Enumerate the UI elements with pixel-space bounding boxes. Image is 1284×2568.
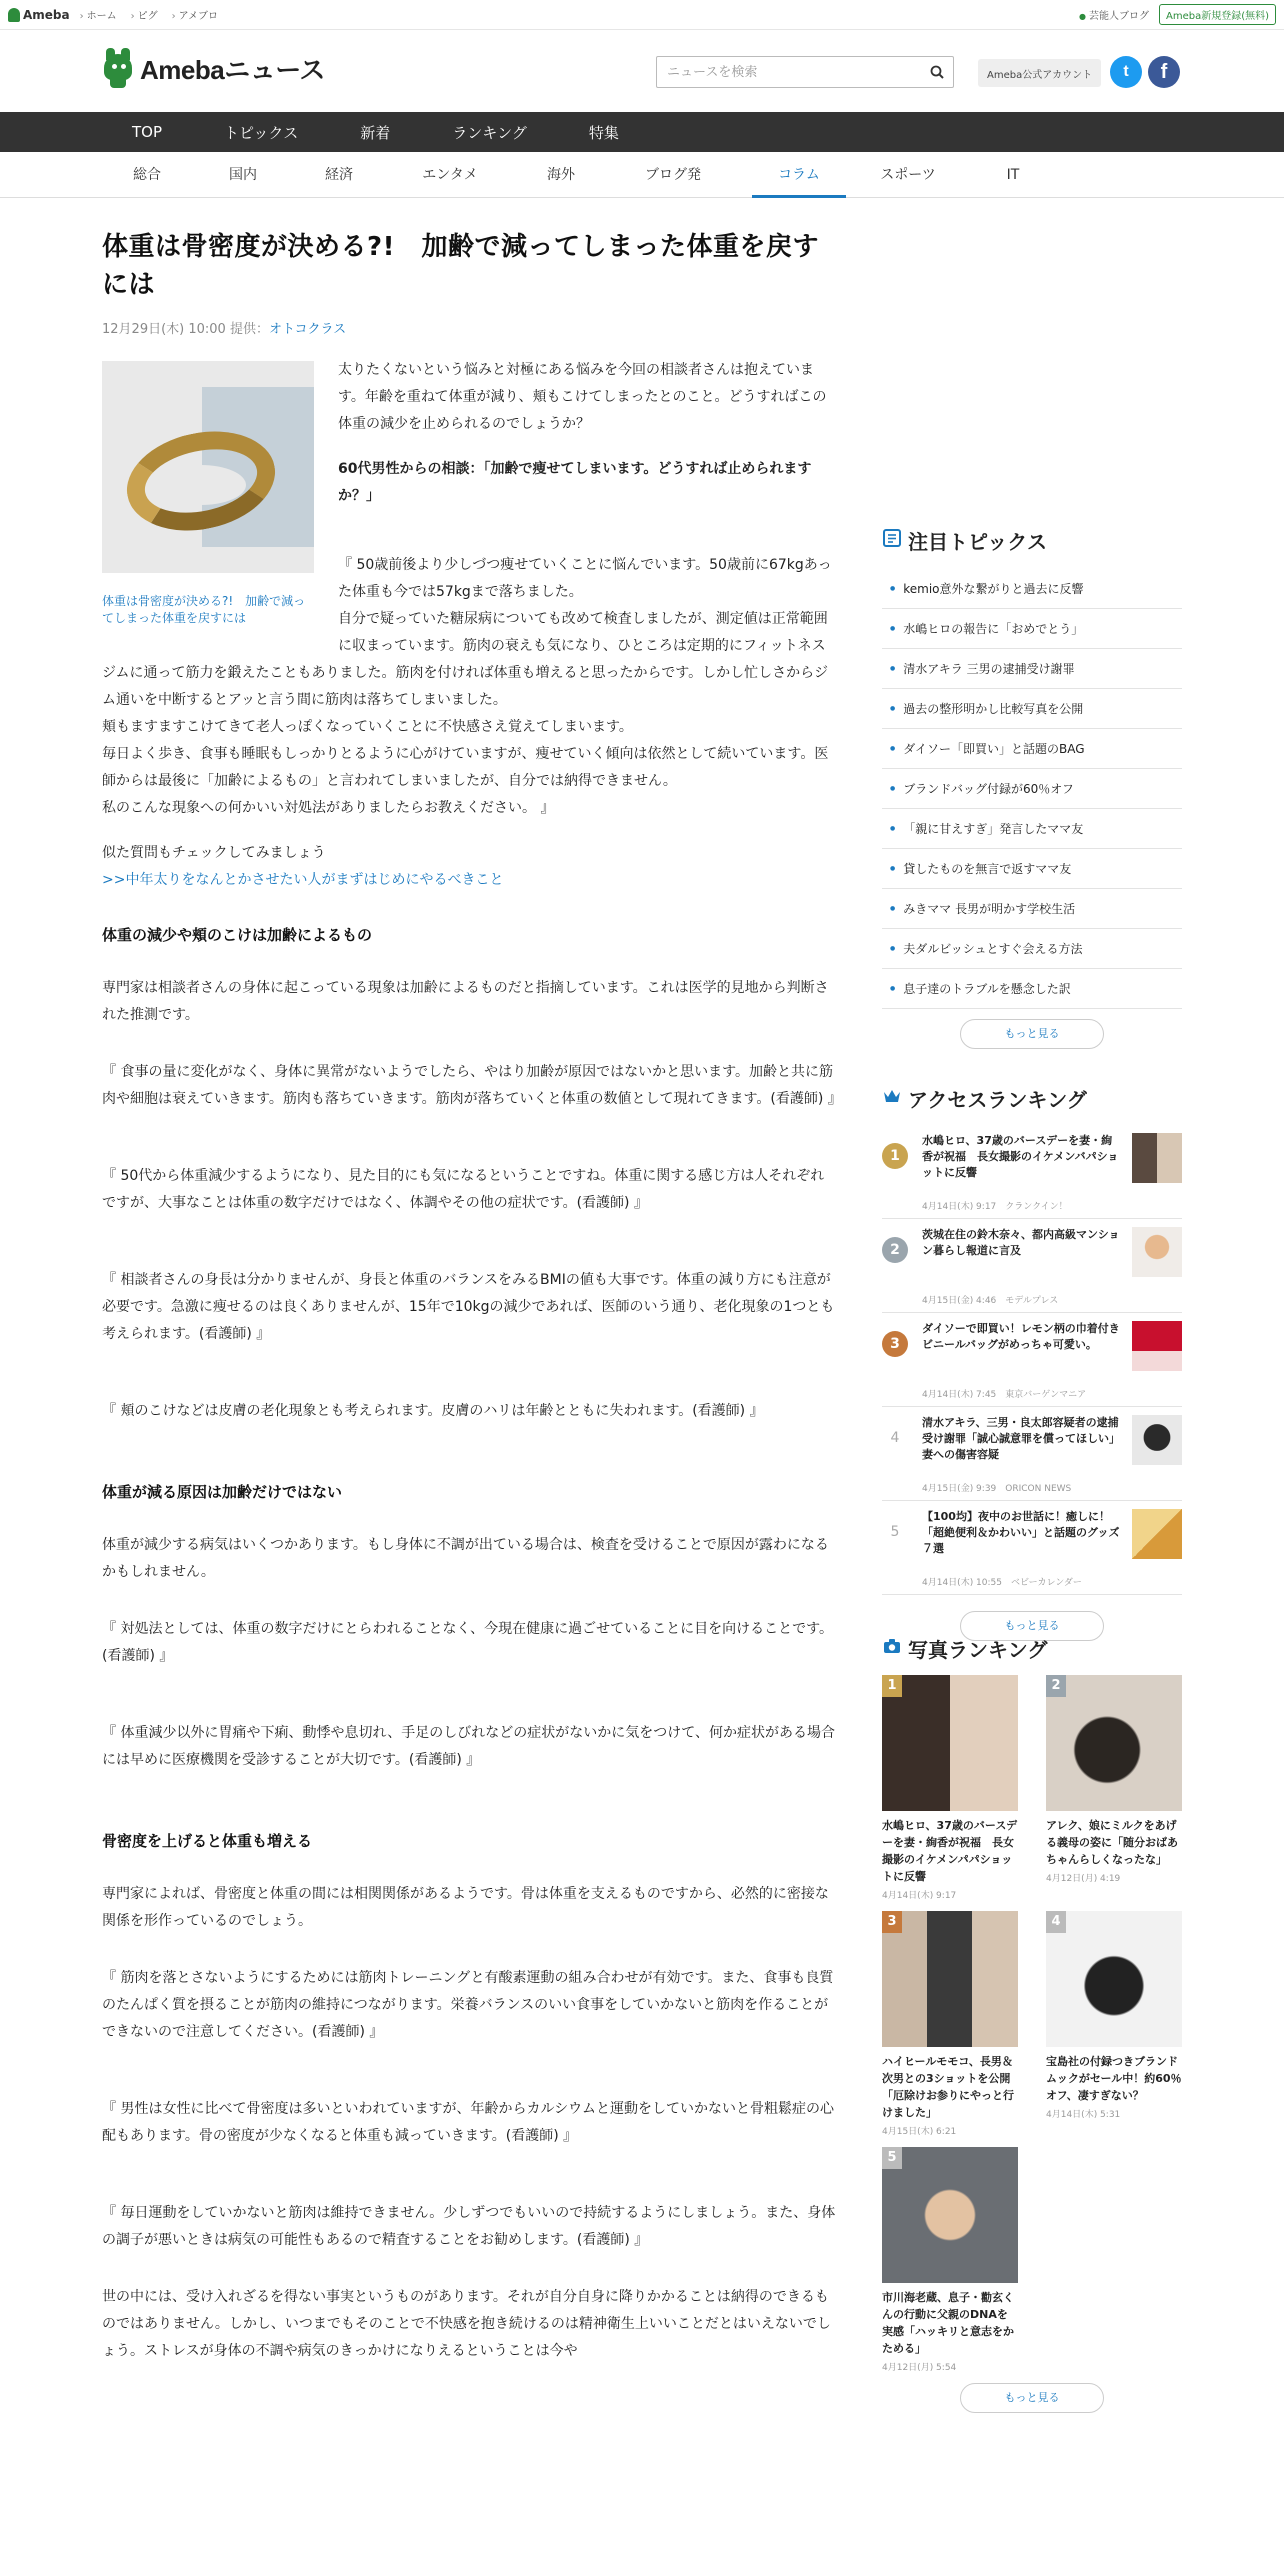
nav-new[interactable]: 新着: [360, 123, 391, 142]
twitter-icon[interactable]: t: [1110, 56, 1142, 88]
nav-topics[interactable]: トピックス: [224, 123, 299, 142]
photo-date: 4月14日(木) 9:17: [882, 1891, 957, 1901]
photo-ranking-item[interactable]: [1046, 1911, 1182, 2137]
rank-number: 3: [882, 1331, 908, 1357]
photo-rank-number: 5: [882, 2147, 902, 2169]
nav-top[interactable]: TOP: [132, 123, 163, 141]
photo-thumbnail: [882, 1675, 1018, 1811]
photo-thumbnail: [882, 2147, 1018, 2283]
ranking-meta: 4月14日(木) 10:55 ベビーカレンダー: [922, 1578, 1082, 1588]
register-button[interactable]: Ameba新規登録(無料): [1159, 4, 1276, 25]
ranking-title: 清水アキラ、三男・良太郎容疑者の逮捕受け謝罪「誠心誠意罪を償ってほしい」 妻への傷害容疑: [922, 1416, 1126, 1461]
tab-overseas[interactable]: 海外: [547, 167, 575, 183]
question-heading: 60代男性からの相談：「加齢で痩せてしまいます。どうすれば止められますか？」: [338, 461, 812, 504]
tab-column[interactable]: コラム: [752, 152, 846, 198]
provider-link[interactable]: オトコクラス: [268, 322, 347, 337]
camera-icon: [882, 1638, 902, 1659]
quote-paragraph: 『 50代から体重減少するようになり、見た目的にも気になるということですね。体重に関する感じ方は人それぞれですが、大事なことは体重の数字だけではなく、体調やその他の症状です。(看護師) 』: [102, 1168, 825, 1211]
section-heading: 骨密度を上げると体重も増える: [102, 1832, 313, 1850]
body-paragraph: 世の中には、受け入れざるを得ない事実というものがあります。それが自分自身に降りかかることは納得のできるものではありません。しかし、いつまでもそのことで不快感を抱き続けるのは精神衛生上いいことだとはいえないでしょう。ストレスが身体の不調や病気のきっかけになりえるということは今や: [102, 2289, 831, 2359]
ranking-meta: 4月15日(金) 9:39 ORICON NEWS: [922, 1484, 1072, 1494]
ranking-title: 【100均】夜中のお世話に！癒しに！「超絶便利＆かわいい」と話題のグッズ７選: [922, 1510, 1120, 1555]
famous-blog-link[interactable]: ● 芸能人ブログ: [1079, 7, 1149, 22]
ranking-title: 茨城在住の鈴木奈々、都内高級マンション暮らし報道に言及: [922, 1228, 1120, 1257]
access-ranking-title: アクセスランキング: [882, 1084, 1182, 1113]
facebook-icon[interactable]: f: [1148, 56, 1180, 88]
nav-feature[interactable]: 特集: [588, 123, 619, 142]
photo-date: 4月12日(月) 5:54: [882, 2363, 957, 2373]
top-utility-bar: [0, 0, 1284, 30]
article: [102, 228, 842, 2365]
quote-paragraph: 『 相談者さんの身長は分かりませんが、身長と体重のバランスをみるBMIの値も大事です。体重の減り方にも注意が必要です。急激に痩せるのは良くありませんが、15年で10kgの減少であれば、医師のいう通り、老化現象の1つとも考えられます。(看護師) 』: [102, 1272, 835, 1342]
topic-item[interactable]: ● ダイソー「即買い」と話題のBAG: [882, 729, 1182, 769]
photo-title: アレク、娘にミルクをあげる義母の姿に「随分おばあちゃんらしくなったな」: [1046, 1819, 1178, 1866]
tab-it[interactable]: IT: [1006, 167, 1020, 183]
ranking-item[interactable]: [882, 1219, 1182, 1313]
search-box: [656, 56, 954, 88]
topic-item[interactable]: ● 息子達のトラブルを懸念した訳: [882, 969, 1182, 1009]
document-icon: [882, 529, 902, 552]
question-paragraph: 頬もますますこけてきて老人っぽくなっていくことに不快感さえ覚えてしまいます。: [102, 719, 633, 735]
topic-item[interactable]: ● 過去の整形明かし比較写真を公開: [882, 689, 1182, 729]
ranking-item[interactable]: [882, 1501, 1182, 1595]
ranking-meta: 4月14日(木) 7:45 東京バーゲンマニア: [922, 1390, 1087, 1400]
article-image[interactable]: [102, 361, 314, 573]
rank-number: 4: [890, 1430, 900, 1446]
access-ranking-more-button[interactable]: もっと見る: [960, 1611, 1104, 1641]
tab-entertainment[interactable]: エンタメ: [422, 167, 478, 183]
photo-rank-number: 2: [1046, 1675, 1066, 1697]
question-paragraph: 毎日よく歩き、食事も睡眠もしっかりとるように心がけていますが、痩せていく傾向は依然として続いています。医師からは最後に「加齢によるもの」と言われてしまいましたが、自分では納得できません。: [102, 746, 829, 789]
ranking-item[interactable]: [882, 1125, 1182, 1219]
tab-blog[interactable]: ブログ発: [645, 167, 701, 183]
topic-item[interactable]: ● 「親に甘えすぎ」発言したママ友: [882, 809, 1182, 849]
search-input[interactable]: [657, 58, 921, 86]
photo-date: 4月12日(月) 4:19: [1046, 1874, 1121, 1884]
topics-widget: [882, 526, 1182, 1049]
rank-number: 5: [890, 1524, 900, 1540]
photo-title: ハイヒールモモコ、長男＆次男との3ショットを公開「厄除けお参りにやっと行けました」: [882, 2055, 1014, 2119]
ranking-item[interactable]: [882, 1407, 1182, 1501]
similar-label: 似た質問もチェックしてみましょう: [102, 845, 326, 861]
category-nav: [0, 152, 1284, 198]
tab-economy[interactable]: 経済: [325, 167, 353, 183]
topic-item[interactable]: ● 清水アキラ 三男の逮捕受け謝罪: [882, 649, 1182, 689]
photo-rank-number: 3: [882, 1911, 902, 1933]
photo-ranking-grid: [882, 1675, 1182, 2373]
ameba-mascot-icon: [102, 48, 134, 88]
photo-rank-number: 4: [1046, 1911, 1066, 1933]
ranking-thumbnail: [1132, 1227, 1182, 1277]
article-date: 12月29日(木) 10:00: [102, 322, 226, 337]
quote-paragraph: 『 毎日運動をしていかないと筋肉は維持できません。少しずつでもいいので持続するようにしましょう。また、身体の調子が悪いときは病気の可能性もあるので精査することをお勧めします。(看護師) 』: [102, 2205, 836, 2248]
topbar-link-ameblo[interactable]: › アメブロ: [172, 7, 218, 22]
tab-general[interactable]: 総合: [133, 167, 161, 183]
topics-title: 注目トピックス: [882, 526, 1182, 555]
topic-item[interactable]: ● みきママ 長男が明かす学校生活: [882, 889, 1182, 929]
photo-thumbnail: [1046, 1911, 1182, 2047]
topic-item[interactable]: ● 水嶋ヒロの報告に「おめでとう」: [882, 609, 1182, 649]
ameba-news-logo[interactable]: Amebaニュース: [102, 48, 325, 88]
question-paragraph: 自分で疑っていた糖尿病についても改めて検査しましたが、測定値は正常範囲に収まっています。筋肉の衰えも気になり、ひところは定期的にフィットネスジムに通って筋力を鍛えたこともありました。筋肉を付ければ体重も増えると思ったからです。しかし忙しさからジム通いを中断するとアッと言う間に筋肉は落ちてしまいました。: [102, 611, 829, 708]
ranking-title: 水嶋ヒロ、37歳のバースデーを妻・絢香が祝福 長女撮影のイケメンバパショットに反響: [922, 1134, 1119, 1179]
quote-paragraph: 『 食事の量に変化がなく、身体に異常がないようでしたら、やはり加齢が原因ではないかと思います。加齢と共に筋肉や細胞は衰えていきます。筋肉も落ちていきます。筋肉が落ちていくと体重の数値として現れてきます。(看護師) 』: [102, 1064, 842, 1107]
topic-item[interactable]: ● 夫ダルビッシュとすぐ会える方法: [882, 929, 1182, 969]
official-account-button[interactable]: Ameba公式アカウント: [978, 59, 1101, 87]
tab-domestic[interactable]: 国内: [229, 167, 257, 183]
image-caption[interactable]: 体重は骨密度が決める?! 加齢で減ってしまった体重を戻すには: [102, 594, 306, 625]
photo-ranking-widget: [882, 1634, 1182, 2413]
article-title: 体重は骨密度が決める?! 加齢で減ってしまった体重を戻すには: [102, 232, 819, 300]
article-lead: [102, 357, 838, 822]
topics-list: [882, 569, 1182, 1009]
body-paragraph: 専門家によれば、骨密度と体重の間には相関関係があるようです。骨は体重を支えるものですから、必然的に密接な関係を形作っているのでしょう。: [102, 1886, 829, 1929]
section-heading: 体重が減る原因は加齢だけではない: [102, 1483, 343, 1501]
question-paragraph: 私のこんな現象への何かいい対処法がありましたらお教えください。 』: [102, 800, 555, 816]
topbar-link-home[interactable]: › ホーム: [80, 7, 117, 22]
quote-paragraph: 『 筋肉を落とさないようにするためには筋肉トレーニングと有酸素運動の組み合わせが有効です。また、食事も良質のたんぱく質を摂ることが筋肉の維持につながります。栄養バランスのいい食事をしていかないと筋肉を作ることができないので注意してください。(看護師) 』: [102, 1970, 834, 2040]
quote-paragraph: 『 頬のこけなどは皮膚の老化現象とも考えられます。皮膚のハリは年齢とともに失われます。(看護師) 』: [102, 1403, 764, 1419]
nav-ranking[interactable]: ランキング: [452, 123, 527, 142]
article-meta: [102, 318, 838, 337]
body-paragraph: 体重が減少する病気はいくつかあります。もし身体に不調が出ている場合は、検査を受けることで原因が露わになるかもしれません。: [102, 1537, 829, 1580]
body-paragraph: 専門家は相談者さんの身体に起こっている現象は加齢によるものだと指摘しています。これは医学的見地から判断された推測です。: [102, 980, 829, 1023]
section-heading: 体重の減少や頬のこけは加齢によるもの: [102, 926, 373, 944]
search-icon[interactable]: [921, 57, 953, 87]
photo-title: 市川海老蔵、息子・勸玄くんの行動に父親のDNAを実感「ハッキリと意志をかためる」: [882, 2291, 1014, 2355]
rank-number: 2: [882, 1237, 908, 1263]
topic-item[interactable]: ● ブランドバッグ付録が60％オフ: [882, 769, 1182, 809]
photo-ranking-title: 写真ランキング: [882, 1634, 1182, 1663]
access-ranking-list: [882, 1125, 1182, 1595]
ranking-thumbnail: [1132, 1321, 1182, 1371]
topic-item[interactable]: ● kemio意外な繋がりと過去に反響: [882, 569, 1182, 609]
photo-thumbnail: [1046, 1675, 1182, 1811]
topics-more-button[interactable]: もっと見る: [960, 1019, 1104, 1049]
quote-paragraph: 『 男性は女性に比べて骨密度は多いといわれていますが、年齢からカルシウムと運動をしていかないと骨粗鬆症の心配もあります。骨の密度が少なくなると体重も減っていきます。(看護師) 』: [102, 2101, 834, 2144]
ranking-thumbnail: [1132, 1415, 1182, 1465]
intro-paragraph: 太りたくないという悩みと対極にある悩みを今回の相談者さんは抱えています。年齢を重ねて体重が減り、頬もこけてしまったとのこと。どうすればこの体重の減少を止められるのでしょうか？: [338, 362, 827, 432]
photo-ranking-more-button[interactable]: もっと見る: [960, 2383, 1104, 2413]
tab-sports[interactable]: スポーツ: [880, 167, 936, 183]
photo-rank-number: 1: [882, 1675, 902, 1697]
photo-title: 宝島社の付録つきブランドムックがセール中！約60％オフ、凄すぎない？: [1046, 2055, 1182, 2102]
photo-date: 4月15日(木) 6:21: [882, 2127, 957, 2137]
ranking-thumbnail: [1132, 1509, 1182, 1559]
photo-title: 水嶋ヒロ、37歳のバースデーを妻・絢香が祝福 長女撮影のイケメンパパショットに反響: [882, 1819, 1018, 1883]
photo-ranking-item[interactable]: [882, 2147, 1018, 2373]
quote-paragraph: 『 対処法としては、体重の数字だけにとらわれることなく、今現在健康に過ごせていることに目を向けることです。(看護師) 』: [102, 1621, 834, 1664]
topic-item[interactable]: ● 貸したものを無言で返すママ友: [882, 849, 1182, 889]
crown-icon: [882, 1088, 902, 1109]
ranking-item[interactable]: [882, 1313, 1182, 1407]
similar-question-link[interactable]: >>中年太りをなんとかさせたい人がまずはじめにやるべきこと: [102, 872, 504, 888]
topbar-link-pigg[interactable]: › ピグ: [131, 7, 158, 22]
article-figure: [102, 361, 314, 627]
photo-ranking-item[interactable]: [882, 1911, 1018, 2137]
provider-label: 提供：: [229, 322, 269, 337]
question-paragraph: 『 50歳前後より少しづつ痩せていくことに悩んでいます。50歳前に67kgあった体重も今では57kgまで落ちました。: [338, 557, 832, 600]
main-nav: [0, 112, 1284, 152]
photo-date: 4月14日(木) 5:31: [1046, 2110, 1121, 2120]
ameba-mascot-icon: [8, 8, 20, 22]
ameba-logo[interactable]: Ameba: [8, 8, 70, 22]
ranking-thumbnail: [1132, 1133, 1182, 1183]
access-ranking-widget: [882, 1084, 1182, 1641]
ranking-meta: 4月15日(金) 4:46 モデルプレス: [922, 1296, 1059, 1306]
photo-ranking-item[interactable]: [1046, 1675, 1182, 1901]
ranking-title: ダイソーで即買い！レモン柄の巾着付きビニールバッグがめっちゃ可愛い。: [922, 1322, 1120, 1351]
quote-paragraph: 『 体重減少以外に胃痛や下痢、動悸や息切れ、手足のしびれなどの症状がないかに気をつけて、何か症状がある場合には早めに医療機関を受診することが大切です。(看護師) 』: [102, 1725, 836, 1768]
photo-ranking-item[interactable]: [882, 1675, 1018, 1901]
rank-number: 1: [882, 1143, 908, 1169]
photo-thumbnail: [882, 1911, 1018, 2047]
ranking-meta: 4月14日(木) 9:17 クランクイン！: [922, 1202, 1068, 1212]
